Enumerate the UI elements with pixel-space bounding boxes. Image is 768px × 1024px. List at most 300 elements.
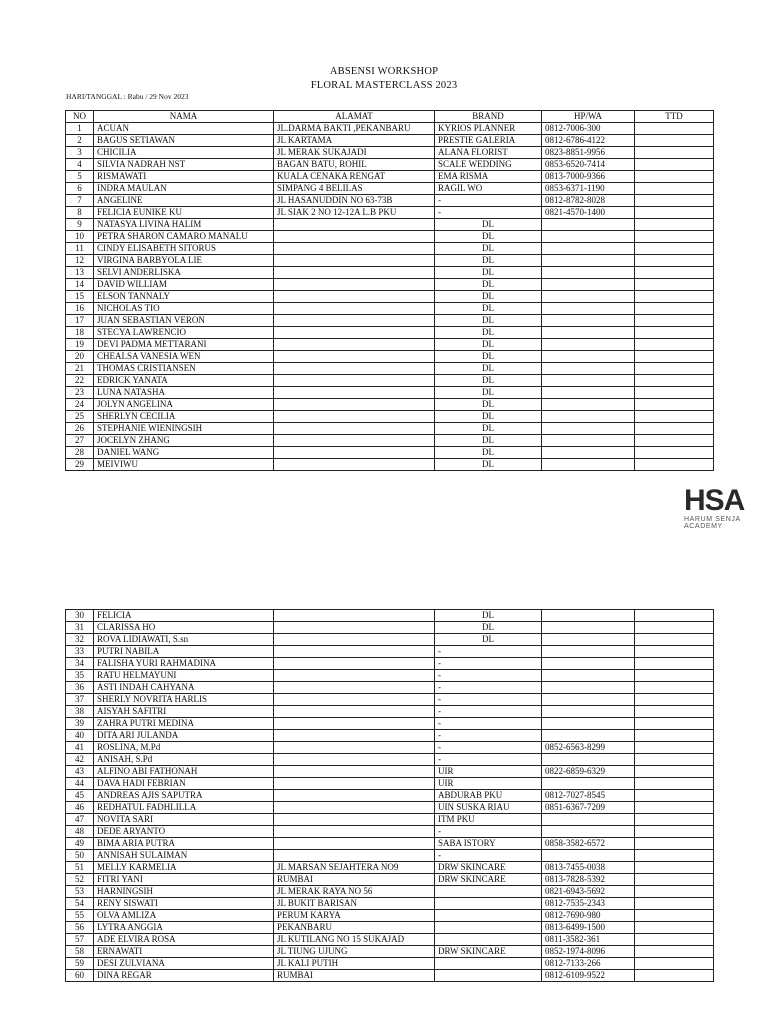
table-row: [66, 766, 714, 778]
cell-hp-wa: [542, 339, 635, 351]
cell-nama: ZAHRA PUTRI MEDINA: [94, 718, 274, 730]
table-row: [66, 790, 714, 802]
cell-hp-wa: [542, 375, 635, 387]
cell-ttd: [635, 195, 714, 207]
cell-ttd: [635, 874, 714, 886]
cell-ttd: [635, 315, 714, 327]
cell-nama: ANISAH, S.Pd: [94, 754, 274, 766]
cell-alamat: [274, 351, 435, 363]
cell-no: 29: [66, 459, 94, 471]
cell-hp-wa: 0812-6786-4122: [542, 135, 635, 147]
table-row: [66, 910, 714, 922]
cell-ttd: [635, 898, 714, 910]
table-row: [66, 922, 714, 934]
cell-alamat: [274, 670, 435, 682]
cell-alamat: [274, 267, 435, 279]
cell-nama: ROSLINA, M.Pd: [94, 742, 274, 754]
cell-nama: DINA REGAR: [94, 970, 274, 982]
cell-nama: ADE ELVIRA ROSA: [94, 934, 274, 946]
cell-no: 28: [66, 447, 94, 459]
cell-ttd: [635, 327, 714, 339]
cell-nama: BIMA ARIA PUTRA: [94, 838, 274, 850]
cell-brand: [435, 910, 542, 922]
table-row: [66, 279, 714, 291]
cell-nama: PETRA SHARON CAMARO MANALU: [94, 231, 274, 243]
cell-hp-wa: 0821-6943-5692: [542, 886, 635, 898]
table-row: [66, 826, 714, 838]
cell-brand: -: [435, 658, 542, 670]
cell-no: 16: [66, 303, 94, 315]
cell-alamat: JL MERAK RAYA NO 56: [274, 886, 435, 898]
cell-brand: DL: [435, 267, 542, 279]
cell-alamat: [274, 730, 435, 742]
cell-alamat: JL.DARMA BAKTI ,PEKANBARU: [274, 123, 435, 135]
cell-nama: INDRA MAULAN: [94, 183, 274, 195]
cell-ttd: [635, 339, 714, 351]
cell-hp-wa: [542, 411, 635, 423]
table-row: [66, 291, 714, 303]
cell-no: 34: [66, 658, 94, 670]
cell-ttd: [635, 814, 714, 826]
cell-nama: JOLYN ANGELINA: [94, 399, 274, 411]
cell-ttd: [635, 730, 714, 742]
cell-brand: DRW SKINCARE: [435, 874, 542, 886]
table-row: [66, 754, 714, 766]
cell-brand: ALANA FLORIST: [435, 147, 542, 159]
cell-brand: DRW SKINCARE: [435, 946, 542, 958]
table-row: [66, 339, 714, 351]
table-row: [66, 315, 714, 327]
cell-brand: DL: [435, 315, 542, 327]
cell-alamat: RUMBAI: [274, 970, 435, 982]
cell-nama: ANDREAS AJIS SAPUTRA: [94, 790, 274, 802]
cell-brand: [435, 934, 542, 946]
table-row: [66, 267, 714, 279]
table-row: [66, 207, 714, 219]
table-row: [66, 802, 714, 814]
cell-brand: UIN SUSKA RIAU: [435, 802, 542, 814]
cell-no: 60: [66, 970, 94, 982]
cell-no: 30: [66, 610, 94, 622]
cell-ttd: [635, 838, 714, 850]
column-header-no: NO: [66, 111, 94, 123]
cell-nama: LYTRA ANGGIA: [94, 922, 274, 934]
cell-no: 1: [66, 123, 94, 135]
cell-ttd: [635, 291, 714, 303]
cell-nama: RATU HELMAYUNI: [94, 670, 274, 682]
cell-brand: DL: [435, 291, 542, 303]
cell-alamat: SIMPANG 4 BELILAS: [274, 183, 435, 195]
cell-alamat: [274, 387, 435, 399]
cell-nama: CHEALSA VANESIA WEN: [94, 351, 274, 363]
cell-hp-wa: [542, 634, 635, 646]
cell-no: 54: [66, 898, 94, 910]
table-row: [66, 219, 714, 231]
cell-brand: DL: [435, 459, 542, 471]
cell-hp-wa: [542, 303, 635, 315]
table-row: [66, 387, 714, 399]
table-row: [66, 694, 714, 706]
cell-ttd: [635, 423, 714, 435]
cell-nama: SELVI ANDERLISKA: [94, 267, 274, 279]
cell-alamat: JL SIAK 2 NO 12-12A L.B PKU: [274, 207, 435, 219]
cell-hp-wa: 0812-7690-980: [542, 910, 635, 922]
logo-mark: HSA: [684, 484, 745, 517]
table-row: [66, 814, 714, 826]
cell-brand: -: [435, 850, 542, 862]
cell-hp-wa: [542, 814, 635, 826]
cell-alamat: [274, 742, 435, 754]
cell-ttd: [635, 646, 714, 658]
cell-nama: JOCELYN ZHANG: [94, 435, 274, 447]
cell-ttd: [635, 399, 714, 411]
cell-nama: JUAN SEBASTIAN VERON: [94, 315, 274, 327]
cell-ttd: [635, 435, 714, 447]
cell-ttd: [635, 718, 714, 730]
cell-hp-wa: 0822-6859-6329: [542, 766, 635, 778]
cell-no: 18: [66, 327, 94, 339]
cell-alamat: [274, 814, 435, 826]
cell-hp-wa: [542, 387, 635, 399]
cell-alamat: [274, 231, 435, 243]
cell-no: 25: [66, 411, 94, 423]
table-row: [66, 862, 714, 874]
cell-hp-wa: 0812-7006-300: [542, 123, 635, 135]
cell-no: 5: [66, 171, 94, 183]
cell-brand: DL: [435, 339, 542, 351]
cell-brand: -: [435, 694, 542, 706]
cell-hp-wa: [542, 243, 635, 255]
cell-hp-wa: [542, 459, 635, 471]
cell-no: 47: [66, 814, 94, 826]
cell-alamat: [274, 646, 435, 658]
cell-ttd: [635, 910, 714, 922]
cell-no: 15: [66, 291, 94, 303]
column-header-brand: BRAND: [435, 111, 542, 123]
cell-ttd: [635, 958, 714, 970]
cell-brand: -: [435, 754, 542, 766]
cell-no: 42: [66, 754, 94, 766]
cell-no: 24: [66, 399, 94, 411]
cell-nama: DITA ARI JULANDA: [94, 730, 274, 742]
cell-ttd: [635, 754, 714, 766]
cell-alamat: [274, 255, 435, 267]
logo-line-2: ACADEMY: [684, 523, 723, 530]
cell-hp-wa: [542, 363, 635, 375]
cell-brand: DL: [435, 387, 542, 399]
cell-nama: BAGUS SETIAWAN: [94, 135, 274, 147]
cell-nama: FITRI YANI: [94, 874, 274, 886]
cell-hp-wa: [542, 219, 635, 231]
table-row: [66, 411, 714, 423]
cell-alamat: JL BUKIT BARISAN: [274, 898, 435, 910]
cell-nama: SILVIA NADRAH NST: [94, 159, 274, 171]
cell-nama: ERNAWATI: [94, 946, 274, 958]
table-row: [66, 718, 714, 730]
cell-alamat: PERUM KARYA: [274, 910, 435, 922]
cell-ttd: [635, 706, 714, 718]
cell-ttd: [635, 922, 714, 934]
cell-no: 39: [66, 718, 94, 730]
cell-hp-wa: [542, 255, 635, 267]
table-row: [66, 459, 714, 471]
cell-hp-wa: [542, 658, 635, 670]
cell-nama: LUNA NATASHA: [94, 387, 274, 399]
cell-nama: DESI ZULVIANA: [94, 958, 274, 970]
cell-ttd: [635, 159, 714, 171]
cell-brand: -: [435, 682, 542, 694]
cell-hp-wa: [542, 646, 635, 658]
cell-no: 55: [66, 910, 94, 922]
cell-alamat: BAGAN BATU, ROHIL: [274, 159, 435, 171]
cell-no: 2: [66, 135, 94, 147]
cell-no: 31: [66, 622, 94, 634]
cell-hp-wa: 0858-3582-6572: [542, 838, 635, 850]
cell-hp-wa: 0811-3582-361: [542, 934, 635, 946]
cell-no: 41: [66, 742, 94, 754]
cell-brand: -: [435, 826, 542, 838]
cell-nama: FALISHA YURI RAHMADINA: [94, 658, 274, 670]
cell-ttd: [635, 766, 714, 778]
cell-no: 57: [66, 934, 94, 946]
cell-alamat: [274, 802, 435, 814]
cell-brand: DL: [435, 351, 542, 363]
cell-brand: DRW SKINCARE: [435, 862, 542, 874]
cell-alamat: JL MERAK SUKAJADI: [274, 147, 435, 159]
cell-no: 27: [66, 435, 94, 447]
cell-nama: AISYAH SAFITRI: [94, 706, 274, 718]
cell-alamat: [274, 634, 435, 646]
cell-no: 22: [66, 375, 94, 387]
cell-nama: DANIEL WANG: [94, 447, 274, 459]
cell-alamat: [274, 706, 435, 718]
cell-hp-wa: [542, 694, 635, 706]
cell-brand: DL: [435, 622, 542, 634]
cell-alamat: [274, 610, 435, 622]
cell-nama: CINDY ELISABETH SITORUS: [94, 243, 274, 255]
cell-hp-wa: 0812-8782-8028: [542, 195, 635, 207]
cell-brand: DL: [435, 327, 542, 339]
column-header-ttd: TTD: [635, 111, 714, 123]
cell-nama: DEVI PADMA METTARANI: [94, 339, 274, 351]
cell-hp-wa: 0853-6520-7414: [542, 159, 635, 171]
cell-brand: EMA RISMA: [435, 171, 542, 183]
cell-alamat: [274, 838, 435, 850]
cell-ttd: [635, 790, 714, 802]
cell-ttd: [635, 279, 714, 291]
cell-alamat: [274, 303, 435, 315]
cell-ttd: [635, 742, 714, 754]
cell-ttd: [635, 622, 714, 634]
cell-ttd: [635, 778, 714, 790]
date-line: HARI/TANGGAL : Rabu / 29 Nov 2023: [66, 92, 189, 101]
cell-alamat: [274, 826, 435, 838]
table-row: [66, 850, 714, 862]
cell-no: 44: [66, 778, 94, 790]
cell-brand: ITM PKU: [435, 814, 542, 826]
cell-nama: HARNINGSIH: [94, 886, 274, 898]
cell-alamat: [274, 327, 435, 339]
table-header-row: [66, 111, 714, 123]
cell-no: 3: [66, 147, 94, 159]
cell-ttd: [635, 207, 714, 219]
cell-nama: FELICIA EUNIKE KU: [94, 207, 274, 219]
cell-brand: DL: [435, 303, 542, 315]
cell-nama: RISMAWATI: [94, 171, 274, 183]
cell-hp-wa: [542, 231, 635, 243]
cell-ttd: [635, 267, 714, 279]
cell-brand: -: [435, 207, 542, 219]
cell-brand: DL: [435, 447, 542, 459]
cell-no: 33: [66, 646, 94, 658]
table-row: [66, 327, 714, 339]
cell-brand: ABDURAB PKU: [435, 790, 542, 802]
cell-alamat: [274, 778, 435, 790]
cell-nama: CLARISSA HO: [94, 622, 274, 634]
cell-nama: PUTRI NABILA: [94, 646, 274, 658]
cell-no: 20: [66, 351, 94, 363]
cell-alamat: [274, 279, 435, 291]
cell-hp-wa: 0812-7133-266: [542, 958, 635, 970]
cell-hp-wa: 0851-6367-7209: [542, 802, 635, 814]
cell-no: 59: [66, 958, 94, 970]
cell-hp-wa: 0813-7000-9366: [542, 171, 635, 183]
cell-nama: OLVA AMLIZA: [94, 910, 274, 922]
cell-nama: NATASYA LIVINA HALIM: [94, 219, 274, 231]
cell-nama: FELICIA: [94, 610, 274, 622]
cell-alamat: [274, 375, 435, 387]
cell-nama: ASTI INDAH CAHYANA: [94, 682, 274, 694]
cell-ttd: [635, 375, 714, 387]
cell-hp-wa: [542, 447, 635, 459]
cell-no: 52: [66, 874, 94, 886]
cell-brand: DL: [435, 435, 542, 447]
document-subtitle: FLORAL MASTERCLASS 2023: [310, 80, 458, 91]
cell-ttd: [635, 243, 714, 255]
table-row: [66, 838, 714, 850]
cell-ttd: [635, 970, 714, 982]
cell-alamat: RUMBAI: [274, 874, 435, 886]
table-row: [66, 778, 714, 790]
table-row: [66, 898, 714, 910]
cell-ttd: [635, 147, 714, 159]
cell-no: 4: [66, 159, 94, 171]
cell-brand: DL: [435, 255, 542, 267]
table-row: [66, 646, 714, 658]
cell-ttd: [635, 183, 714, 195]
cell-no: 40: [66, 730, 94, 742]
cell-no: 51: [66, 862, 94, 874]
cell-no: 46: [66, 802, 94, 814]
table-row: [66, 363, 714, 375]
cell-hp-wa: [542, 706, 635, 718]
cell-ttd: [635, 135, 714, 147]
cell-no: 58: [66, 946, 94, 958]
cell-nama: DAVID WILLIAM: [94, 279, 274, 291]
cell-alamat: [274, 339, 435, 351]
cell-no: 35: [66, 670, 94, 682]
cell-ttd: [635, 411, 714, 423]
cell-alamat: [274, 790, 435, 802]
cell-no: 37: [66, 694, 94, 706]
cell-ttd: [635, 886, 714, 898]
table-row: [66, 634, 714, 646]
cell-alamat: [274, 459, 435, 471]
cell-alamat: [274, 766, 435, 778]
cell-no: 53: [66, 886, 94, 898]
cell-no: 6: [66, 183, 94, 195]
cell-nama: ROVA LIDIAWATI, S.sn: [94, 634, 274, 646]
cell-nama: STEPHANIE WIENINGSIH: [94, 423, 274, 435]
cell-brand: DL: [435, 363, 542, 375]
cell-hp-wa: 0853-6371-1190: [542, 183, 635, 195]
cell-brand: -: [435, 195, 542, 207]
cell-nama: SHERLY NOVRITA HARLIS: [94, 694, 274, 706]
cell-brand: UIR: [435, 766, 542, 778]
table-row: [66, 670, 714, 682]
table-row: [66, 610, 714, 622]
cell-ttd: [635, 255, 714, 267]
cell-alamat: JL MARSAN SEJAHTERA NO9: [274, 862, 435, 874]
cell-no: 36: [66, 682, 94, 694]
cell-nama: NOVITA SARI: [94, 814, 274, 826]
cell-ttd: [635, 219, 714, 231]
cell-hp-wa: [542, 399, 635, 411]
cell-brand: SCALE WEDDING: [435, 159, 542, 171]
cell-brand: DL: [435, 610, 542, 622]
document-title: ABSENSI WORKSHOP: [329, 66, 439, 77]
cell-alamat: [274, 423, 435, 435]
cell-hp-wa: 0852-6563-8299: [542, 742, 635, 754]
cell-nama: DAVA HADI FEBRIAN: [94, 778, 274, 790]
cell-hp-wa: 0813-6499-1500: [542, 922, 635, 934]
table-row: [66, 682, 714, 694]
cell-alamat: [274, 399, 435, 411]
cell-brand: [435, 970, 542, 982]
attendance-table-1: [65, 110, 714, 471]
cell-nama: DEDE ARYANTO: [94, 826, 274, 838]
cell-nama: STECYA LAWRENCIO: [94, 327, 274, 339]
cell-hp-wa: [542, 826, 635, 838]
cell-hp-wa: [542, 327, 635, 339]
cell-nama: NICHOLAS TIO: [94, 303, 274, 315]
cell-no: 56: [66, 922, 94, 934]
cell-nama: RENY SISWATI: [94, 898, 274, 910]
cell-ttd: [635, 946, 714, 958]
cell-no: 48: [66, 826, 94, 838]
cell-hp-wa: [542, 279, 635, 291]
cell-alamat: [274, 435, 435, 447]
cell-ttd: [635, 123, 714, 135]
table-row: [66, 934, 714, 946]
cell-nama: MEIVIWU: [94, 459, 274, 471]
cell-brand: [435, 922, 542, 934]
table-row: [66, 742, 714, 754]
cell-no: 23: [66, 387, 94, 399]
cell-no: 8: [66, 207, 94, 219]
cell-no: 32: [66, 634, 94, 646]
cell-alamat: [274, 658, 435, 670]
cell-alamat: [274, 363, 435, 375]
cell-ttd: [635, 670, 714, 682]
cell-brand: -: [435, 646, 542, 658]
table-row: [66, 351, 714, 363]
cell-hp-wa: [542, 315, 635, 327]
cell-brand: DL: [435, 375, 542, 387]
logo-line-1: HARUM SENJA: [684, 516, 741, 523]
cell-ttd: [635, 862, 714, 874]
cell-hp-wa: 0812-7027-8545: [542, 790, 635, 802]
